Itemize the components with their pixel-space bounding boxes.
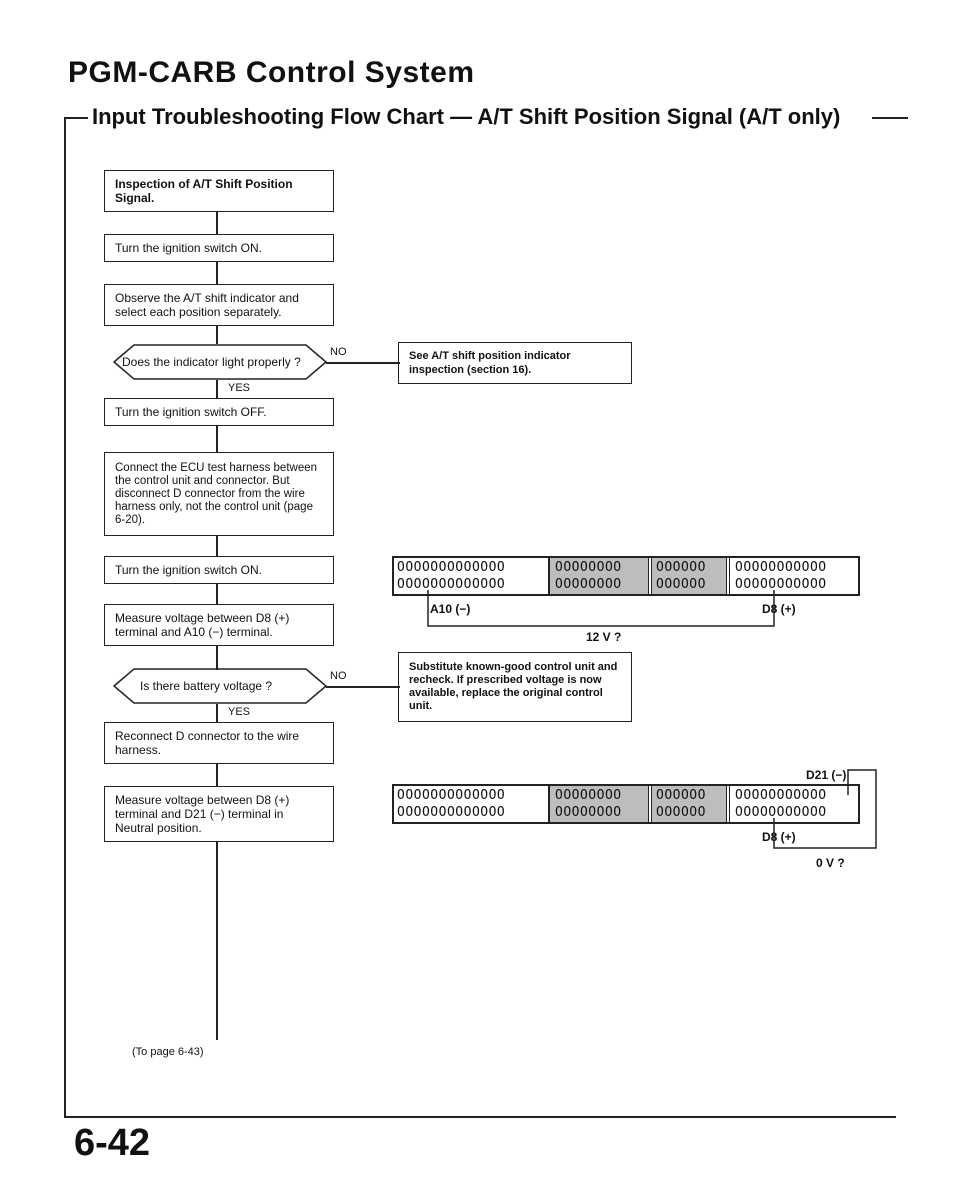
connector2-neg-label: D21 (−) (806, 768, 847, 782)
connector2-row-b-right: OOOOOOOOOOO (735, 805, 827, 820)
connector1-pos-label: D8 (+) (762, 602, 796, 616)
step-inspection-text: Inspection of A/T Shift Position Signal. (115, 177, 293, 205)
connector1-row-b-mid1: OOOOOOOO (555, 577, 622, 592)
flowchart-subtitle: Input Troubleshooting Flow Chart — A/T Shift Position Signal (A/T only) (92, 104, 841, 129)
connector2-row-b-mid2: OOOOOO (656, 805, 706, 820)
connector1-row-a-right: OOOOOOOOOOO (735, 560, 827, 575)
decision1-no-label: NO (330, 346, 347, 358)
decision2-text: Is there battery voltage ? (140, 679, 273, 693)
connector2-row-a-mid2: OOOOOO (656, 788, 706, 803)
decision2-no-label: NO (330, 670, 347, 682)
connector2-row-b-mid1: OOOOOOOO (555, 805, 622, 820)
substitute-unit-text: Substitute known-good control unit and recheck. If prescribed voltage is now available, replace the original control unit. (409, 661, 618, 712)
connector1-row-b-right: OOOOOOOOOOO (735, 577, 827, 592)
connector2-pos-label: D8 (+) (762, 830, 796, 844)
connector1-row-b-left: OOOOOOOOOOOOO (397, 577, 506, 592)
connector1-row-a-mid2: OOOOOO (656, 560, 706, 575)
step-connect-harness-text: Connect the ECU test harness between the control unit and connector. But disconnect D connector from the wire harness only, not the control unit (page 6-20). (115, 461, 318, 526)
step-measure-2-text: Measure voltage between D8 (+) terminal and D21 (−) terminal in Neutral position. (115, 793, 290, 835)
step-ignition-off-text: Turn the ignition switch OFF. (115, 405, 267, 419)
step-ignition-on-2-text: Turn the ignition switch ON. (115, 563, 262, 577)
see-indicator-text: See A/T shift position indicator inspection (section 16). (409, 350, 571, 376)
connector2-row-a-right: OOOOOOOOOOO (735, 788, 827, 803)
step-measure-1-text: Measure voltage between D8 (+) terminal and A10 (−) terminal. (115, 611, 290, 639)
decision2-yes-label: YES (228, 706, 251, 718)
connector1-voltage: 12 V ? (586, 630, 622, 644)
connector1-row-b-mid2: OOOOOO (656, 577, 706, 592)
connector2-voltage: 0 V ? (816, 856, 845, 870)
step-observe-text: Observe the A/T shift indicator and select each position separately. (115, 291, 299, 319)
decision1-yes-label: YES (228, 382, 251, 394)
page-number: 6-42 (74, 1122, 151, 1164)
step-ignition-on-text: Turn the ignition switch ON. (115, 241, 262, 255)
connector1-neg-label: A10 (−) (430, 602, 471, 616)
connector2-row-b-left: OOOOOOOOOOOOO (397, 805, 506, 820)
step-reconnect-text: Reconnect D connector to the wire harness. (115, 729, 300, 757)
connector1-row-a-left: OOOOOOOOOOOOO (397, 560, 506, 575)
connector1-row-a-mid1: OOOOOOOO (555, 560, 622, 575)
continue-note: (To page 6-43) (132, 1046, 204, 1058)
connector2-row-a-mid1: OOOOOOOO (555, 788, 622, 803)
page-title: PGM-CARB Control System (68, 56, 475, 89)
connector2-row-a-left: OOOOOOOOOOOOO (397, 788, 506, 803)
decision1-text: Does the indicator light properly ? (122, 355, 301, 369)
